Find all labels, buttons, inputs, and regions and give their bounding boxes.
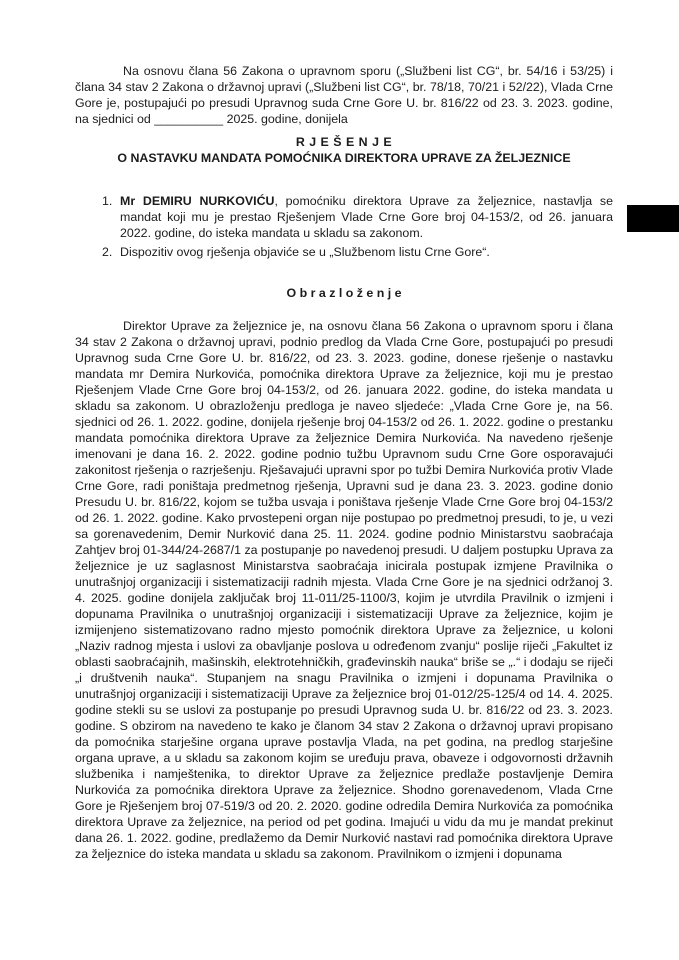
- item-2-text: [120, 244, 613, 260]
- item-1-text: [120, 193, 613, 241]
- item-1-name-bold: Mr DEMIRU NURKOVIĆU: [120, 194, 275, 208]
- redaction-mark: [627, 205, 679, 232]
- decision-items: [75, 193, 613, 260]
- explanation-paragraph: Direktor Uprave za željeznice je, na osnovu člana 56 Zakona o upravnom sporu i člana 34 stav 2 Zakona o državnoj upravi, podnio predlog da Vlada Crne Gore, postupajući po presudi Upravnog suda Crne Gore U. br. 816/22, od 23. 3. 2023. godine, donese rješenje o nastavku mandata mr Demira Nurkovića, pomoćnika direktora Uprave za željeznice, koji mu je prestao Rješenjem Vlade Crne Gore broj 04-153/2, od 26. januara 2022. godine, do isteka mandata u skladu sa zakonom. U obrazloženju predloga je naveo sljedeće: „Vlada Crne Gore je, na 56. sjednici od 26. 1. 2022. godine, donijela rješenje broj 04-153/2 od 26. 1. 2022. godine o prestanku mandata pomoćnika direktora Uprave za željeznice Demira Nurkovića. Na navedeno rješenje imenovani je dana 16. 2. 2022. godine podnio tužbu Upravnom sudu Crne Gore osporavajući zakonitost rješenja o razrješenju. Rješavajući upravni spor po tužbi Demira Nurkovića protiv Vlade Crne Gore, radi poništaja predmetnog rješenja, Upravni sud je dana 23. 3. 2023. godine donio Presudu U. br. 816/22, kojom se tužba usvaja i poništava rješenje Vlade Crne Gore broj 04-153/2 od 26. 1. 2022. godine. Kako prvostepeni organ nije postupao po predmetnoj presudi, to je, u vezi sa gorenavedenim, Demir Nurković dana 25. 11. 2024. godine podnio Ministarstvu saobraćaja Zahtjev broj 01-344/24-2687/1 za postupanje po navedenoj presudi. U daljem postupku Uprava za željeznice je uz saglasnost Ministarstva saobraćaja inicirala postupak izmjene Pravilnika o unutrašnjoj organizaciji i sistematizaciji radnih mjesta. Vlada Crne Gore je na sjednici održanoj 3. 4. 2025. godine donijela zaključak broj 11-011/25-1100/3, kojim je utvrdila Pravilnik o izmjeni i dopunama Pravilnika o unutrašnjoj organizaciji i sistematizaciji Uprave za željeznice, kojim je izmijenjeno sistematizovano radno mjesto pomoćnik direktora Uprave za željeznice, u koloni „Naziv radnog mjesta i uslovi za obavljanje poslova u određenom zvanju“ poslije riječi „Fakultet iz oblasti saobraćajnih, mašinskih, elektrotehničkih, građevinskih nauka“ briše se „.“ i dodaju se riječi „i društvenih nauka“. Stupanjem na snagu Pravilnika o izmjeni i dopunama Pravilnika o unutrašnjoj organizaciji i sistematizaciji Uprave za željeznice broj 01-012/25-125/4 od 14. 4. 2025. godine stekli su se uslovi za postupanje po presudi Upravnog suda U. br. 816/22 od 23. 3. 2023. godine. S obzirom na navedeno te kako je članom 34 stav 2 Zakona o državnoj upravi propisano da pomoćnika starješine organa uprave postavlja Vlada, na pet godina, na predlog starješine organa uprave, a u skladu sa zakonom kojim se uređuju prava, obaveze i odgovornosti državnih službenika i namještenika, to direktor Uprave za željeznice predlaže postavljenje Demira Nurkovića za pomoćnika direktora Uprave za željeznice. Shodno gorenavedenom, Vlada Crne Gore je Rješenjem broj 07-519/3 od 20. 2. 2020. godine odredila Demira Nurkovića za pomoćnika direktora Uprave za željeznice, na period od pet godina. Imajući u vidu da mu je mandat prekinut dana 26. 1. 2022. godine, predlažemo da Demir Nurković nastavi rad pomoćnika direktora Uprave za željeznice do isteka mandata u skladu sa zakonom. Pravilnikom o izmjeni i dopunama: [75, 319, 613, 861]
- intro-paragraph: Na osnovu člana 56 Zakona o upravnom sporu („Službeni list CG“, br. 54/16 i 53/25) i člana 34 stav 2 Zakona o državnoj upravi („Službeni list CG“, br. 78/18, 70/21 i 52/22), Vlada Crne Gore je, postupajući po presudi Upravnog suda Crne Gore U. br. 816/22 od 23. 3. 2023. godine, na sjednici od __________ 2025. godine, donijela: [75, 64, 613, 126]
- item-2-rest: Dispozitiv ovog rješenja objaviće se u „Službenom listu Crne Gore“.: [120, 245, 490, 259]
- explanation-heading: O b r a z l o ž e n j e: [286, 286, 402, 300]
- item-1-rest: , pomoćniku direktora Uprave za željeznice, nastavlja se mandat koji mu je prestao Rješenjem Vlade Crne Gore broj 04-153/2, od 26. januara 2022. godine, do isteka mandata u skladu sa zakonom.: [120, 194, 613, 240]
- decision-subtitle: O NASTAVKU MANDATA POMOĆNIKA DIREKTORA UPRAVE ZA ŽELJEZNICE: [117, 151, 571, 165]
- decision-item-2: [75, 244, 613, 260]
- decision-item-1: [75, 193, 613, 241]
- item-1-number: 1.: [102, 194, 113, 208]
- item-2-number: 2.: [102, 245, 113, 259]
- decision-title-block: [75, 134, 613, 166]
- decision-title: R J E Š E N J E: [295, 135, 393, 149]
